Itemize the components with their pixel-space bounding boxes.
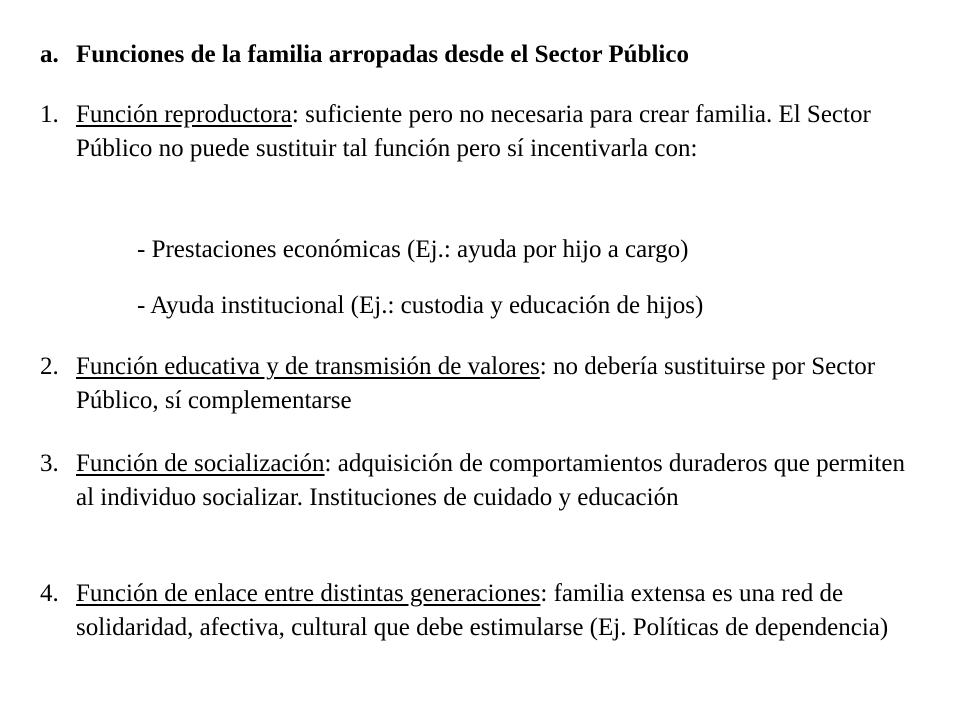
list-item-4	[40, 577, 920, 645]
section-title: Funciones de la familia arropadas desde el Sector Público	[76, 41, 689, 68]
item-number: 4.	[40, 580, 59, 607]
item-text: : no debería sustituirse por Sector Público, sí complementarse	[76, 353, 876, 414]
item-body	[76, 447, 920, 515]
item-text: : suficiente pero no necesaria para crear familia. El Sector Público no puede sustituir tal función pero sí incentivarla con:	[76, 101, 871, 162]
list-item-2	[40, 350, 920, 418]
list-item-3	[40, 447, 920, 515]
item-text: : adquisición de comportamientos duraderos que permiten al individuo socializar. Instituciones de cuidado y educación	[76, 450, 905, 511]
item-body	[76, 350, 920, 418]
item-body	[76, 98, 920, 166]
section-heading	[40, 38, 689, 72]
item-number: 3.	[40, 450, 59, 477]
item-number: 2.	[40, 353, 59, 380]
item-number: 1.	[40, 101, 59, 128]
item-text: : familia extensa es una red de solidaridad, afectiva, cultural que debe estimularse (Ej. Políticas de dependencia)	[76, 580, 889, 641]
item-body	[76, 577, 920, 645]
item-title: Función reproductora	[76, 101, 292, 128]
sub-item-prestaciones: - Prestaciones económicas (Ej.: ayuda por hijo a cargo)	[137, 236, 689, 263]
item-title: Función educativa y de transmisión de valores	[76, 353, 540, 380]
item-title: Función de enlace entre distintas generaciones	[76, 580, 541, 607]
item-title: Función de socialización	[76, 450, 325, 477]
section-marker: a.	[40, 41, 59, 68]
sub-item-ayuda-institucional: - Ayuda institucional (Ej.: custodia y educación de hijos)	[137, 292, 704, 319]
list-item-1	[40, 98, 920, 166]
